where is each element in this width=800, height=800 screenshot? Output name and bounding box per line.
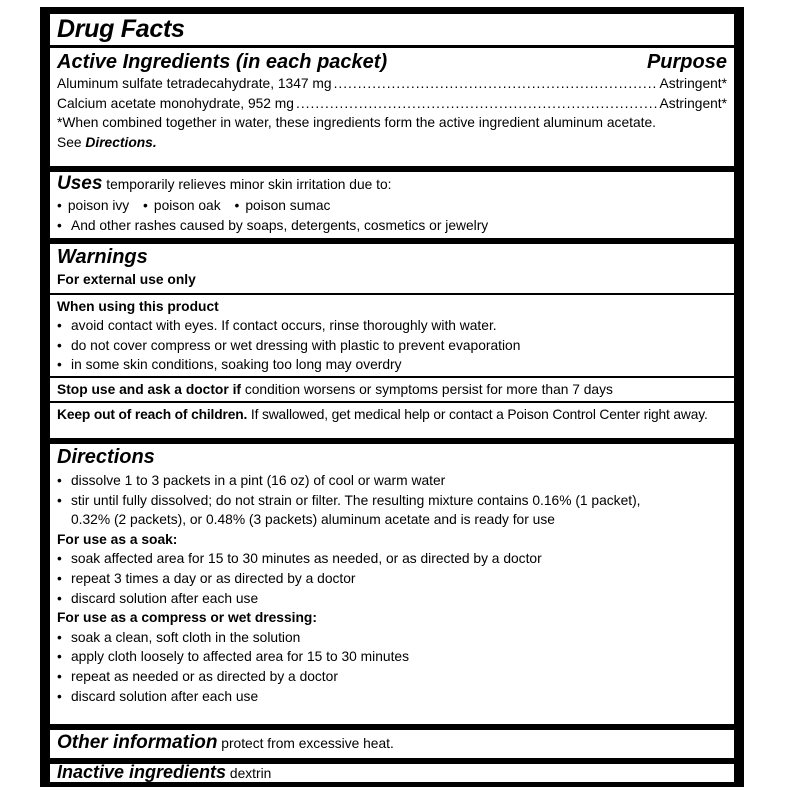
uses-intro: temporarily relieves minor skin irritation due to: [102,177,392,192]
inactive-ingredients-section [50,764,734,782]
warnings-heading: Warnings [57,246,148,268]
ingredient-name: Calcium acetate monohydrate, 952 mg [57,95,294,111]
keep-out-line: Keep out of reach of children. If swallowed, get medical help or contact a Poison Control Center right away. [57,406,708,422]
divider [50,376,734,378]
ingredient-row [57,94,727,114]
list-item: poison sumac [245,198,331,213]
list-item: • in some skin conditions, soaking too long may overdry [57,357,402,373]
leader-dots [334,74,658,94]
drug-facts-title: Drug Facts [57,15,185,43]
list-item: • avoid contact with eyes. If contact occurs, rinse thoroughly with water. [57,318,497,334]
list-item: • repeat as needed or as directed by a doctor [57,668,338,684]
ingredient-name: Aluminum sulfate tetradecahydrate, 1347 mg [57,76,332,91]
uses-heading: Uses [57,173,103,194]
divider [50,293,734,295]
warnings-section [50,244,734,438]
compress-heading: For use as a compress or wet dressing: [57,610,317,626]
list-item: • discard solution after each use [57,688,259,704]
see-directions: See Directions. [57,134,157,150]
list-item: • do not cover compress or wet dressing with plastic to prevent evaporation [57,337,521,353]
other-information-heading: Other information [57,732,218,753]
list-item: poison ivy [67,198,130,213]
soak-heading: For use as a soak: [57,531,178,547]
list-item: • dissolve 1 to 3 packets in a pint (16 oz) of cool or warm water [57,473,446,488]
list-item: • And other rashes caused by soaps, detergents, cosmetics or jewelry [57,217,489,233]
inactive-ingredients-heading: Inactive ingredients [57,764,227,782]
inactive-ingredients-text: dextrin [226,766,272,781]
active-ingredients-heading: Active Ingredients (in each packet) [57,51,388,73]
ingredient-purpose: Astringent* [659,95,727,111]
uses-inline-list: • poison ivy • poison oak • poison sumac [57,198,331,213]
other-information-section [50,730,734,758]
directions-section [50,444,734,724]
divider [50,401,734,403]
active-ingredients-section [50,14,734,166]
list-item-continuation: 0.32% (2 packets), or 0.48% (3 packets) aluminum acetate and is ready for use [71,512,555,528]
list-item: • discard solution after each use [57,590,259,606]
drug-facts-label [40,7,744,787]
divider [50,45,734,48]
other-information-text: protect from excessive heat. [217,736,394,751]
stop-use-line: Stop use and ask a doctor if condition worsens or symptoms persist for more than 7 days [57,381,613,397]
uses-section [50,172,734,238]
footnote: *When combined together in water, these ingredients form the active ingredient aluminum acetate. [57,115,656,131]
list-item: • repeat 3 times a day or as directed by a doctor [57,570,356,586]
uses-intro-line [57,172,727,196]
ingredient-purpose: Astringent* [659,76,727,91]
external-use-only: For external use only [57,272,196,287]
when-using-heading: When using this product [57,298,219,314]
ingredient-row [57,74,727,94]
list-item: • apply cloth loosely to affected area for 15 to 30 minutes [57,649,409,665]
list-item: poison oak [153,198,221,213]
list-item: • soak a clean, soft cloth in the solution [57,629,301,645]
purpose-heading: Purpose [646,51,727,73]
directions-heading: Directions [57,446,155,468]
leader-dots [296,94,658,114]
list-item: • stir until fully dissolved; do not strain or filter. The resulting mixture contains 0.16% (1 packet), [57,492,641,508]
list-item: • soak affected area for 15 to 30 minutes as needed, or as directed by a doctor [57,551,542,567]
